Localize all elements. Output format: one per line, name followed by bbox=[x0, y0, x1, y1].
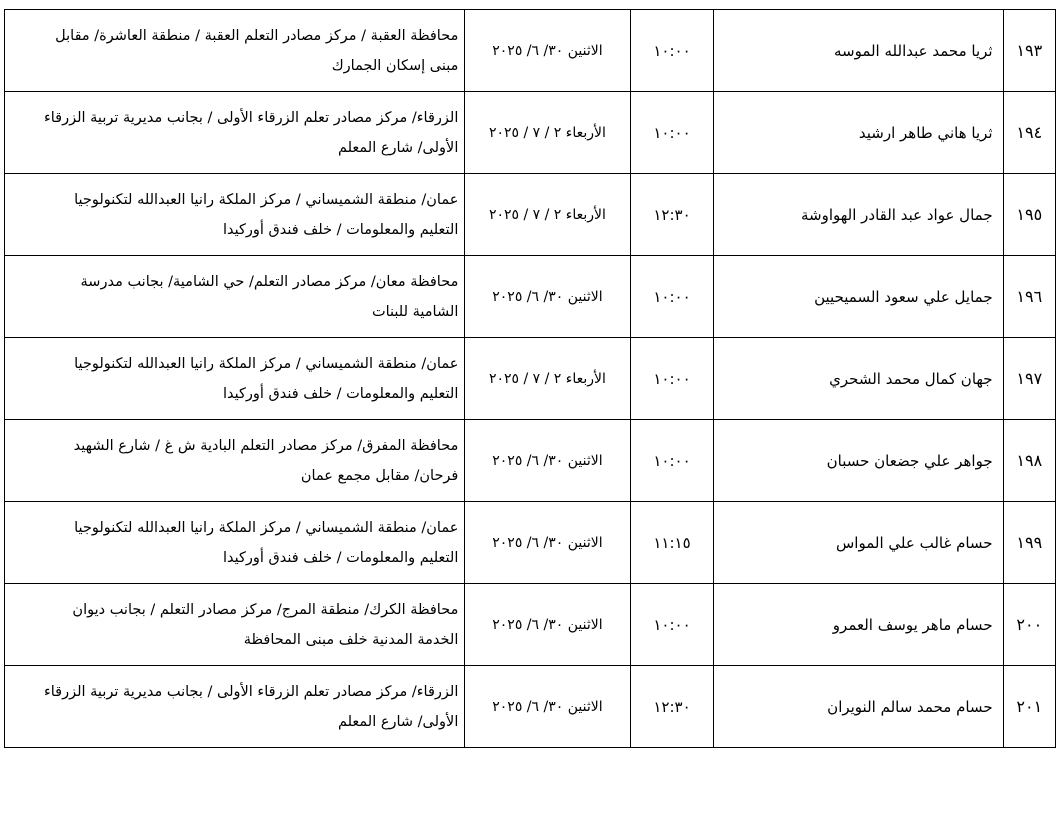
appointment-date: الاثنين ٣٠/ ٦/ ٢٠٢٥ bbox=[465, 584, 630, 666]
appointment-time: ١٠:٠٠ bbox=[630, 256, 714, 338]
location-line: الأولى/ شارع المعلم bbox=[337, 713, 459, 730]
location-line: الزرقاء/ مركز مصادر تعلم الزرقاء الأولى / بجانب مديرية تربية الزرقاء bbox=[43, 683, 459, 700]
location-line: فرحان/ مقابل مجمع عمان bbox=[300, 467, 459, 484]
row-number: ١٩٦ bbox=[1003, 256, 1055, 338]
table-row bbox=[5, 502, 1056, 584]
candidate-name: حسام محمد سالم النويران bbox=[714, 666, 1003, 748]
candidate-name: جمايل علي سعود السميحيين bbox=[714, 256, 1003, 338]
location-line: عمان/ منطقة الشميساني / مركز الملكة رانيا العبدالله لتكنولوجيا bbox=[74, 355, 459, 372]
location-line: محافظة المفرق/ مركز مصادر التعلم البادية ش غ / شارع الشهيد bbox=[73, 437, 459, 454]
location-line: محافظة العقبة / مركز مصادر التعلم العقبة / منطقة العاشرة/ مقابل bbox=[55, 27, 459, 44]
appointment-time: ١٢:٣٠ bbox=[630, 666, 714, 748]
candidate-name: ثريا هاني طاهر ارشيد bbox=[714, 92, 1003, 174]
location-line: مبنى إسكان الجمارك bbox=[331, 57, 459, 74]
exam-location bbox=[5, 10, 465, 92]
table-row bbox=[5, 420, 1056, 502]
row-number: ١٩٤ bbox=[1003, 92, 1055, 174]
exam-location bbox=[5, 502, 465, 584]
candidate-name: جواهر علي جضعان حسبان bbox=[714, 420, 1003, 502]
location-line: الأولى/ شارع المعلم bbox=[337, 139, 459, 156]
location-line: الخدمة المدنية خلف مبنى المحافظة bbox=[243, 631, 459, 648]
appointment-time: ١٠:٠٠ bbox=[630, 10, 714, 92]
candidate-name: جمال عواد عبد القادر الهواوشة bbox=[714, 174, 1003, 256]
schedule-body bbox=[5, 10, 1056, 748]
appointment-date: الأربعاء ٢ / ٧ / ٢٠٢٥ bbox=[465, 92, 630, 174]
table-row bbox=[5, 584, 1056, 666]
appointment-time: ١٠:٠٠ bbox=[630, 420, 714, 502]
exam-location bbox=[5, 420, 465, 502]
table-row bbox=[5, 256, 1056, 338]
schedule-table bbox=[4, 9, 1056, 748]
location-line: التعليم والمعلومات / خلف فندق أوركيدا bbox=[222, 549, 459, 566]
candidate-name: ثريا محمد عبدالله الموسه bbox=[714, 10, 1003, 92]
row-number: ١٩٥ bbox=[1003, 174, 1055, 256]
location-line: الشامية للبنات bbox=[371, 303, 459, 320]
appointment-date: الأربعاء ٢ / ٧ / ٢٠٢٥ bbox=[465, 338, 630, 420]
exam-location bbox=[5, 666, 465, 748]
row-number: ١٩٧ bbox=[1003, 338, 1055, 420]
table-row bbox=[5, 666, 1056, 748]
appointment-date: الاثنين ٣٠/ ٦/ ٢٠٢٥ bbox=[465, 502, 630, 584]
row-number: ٢٠٠ bbox=[1003, 584, 1055, 666]
candidate-name: حسام غالب علي المواس bbox=[714, 502, 1003, 584]
appointment-time: ١٠:٠٠ bbox=[630, 338, 714, 420]
exam-location bbox=[5, 338, 465, 420]
appointment-date: الاثنين ٣٠/ ٦/ ٢٠٢٥ bbox=[465, 256, 630, 338]
appointment-date: الاثنين ٣٠/ ٦/ ٢٠٢٥ bbox=[465, 10, 630, 92]
schedule-sheet bbox=[4, 9, 1056, 748]
row-number: ٢٠١ bbox=[1003, 666, 1055, 748]
location-line: محافظة الكرك/ منطقة المرج/ مركز مصادر التعلم / بجانب ديوان bbox=[72, 601, 459, 618]
table-row bbox=[5, 10, 1056, 92]
appointment-time: ١٠:٠٠ bbox=[630, 584, 714, 666]
table-row bbox=[5, 174, 1056, 256]
appointment-date: الأربعاء ٢ / ٧ / ٢٠٢٥ bbox=[465, 174, 630, 256]
location-line: الزرقاء/ مركز مصادر تعلم الزرقاء الأولى / بجانب مديرية تربية الزرقاء bbox=[43, 109, 459, 126]
row-number: ١٩٣ bbox=[1003, 10, 1055, 92]
location-line: محافظة معان/ مركز مصادر التعلم/ حي الشامية/ بجانب مدرسة bbox=[80, 273, 459, 290]
exam-location bbox=[5, 174, 465, 256]
candidate-name: جهان كمال محمد الشحري bbox=[714, 338, 1003, 420]
location-line: التعليم والمعلومات / خلف فندق أوركيدا bbox=[222, 385, 459, 402]
candidate-name: حسام ماهر يوسف العمرو bbox=[714, 584, 1003, 666]
location-line: عمان/ منطقة الشميساني / مركز الملكة رانيا العبدالله لتكنولوجيا bbox=[74, 519, 459, 536]
exam-location bbox=[5, 256, 465, 338]
exam-location bbox=[5, 584, 465, 666]
appointment-date: الاثنين ٣٠/ ٦/ ٢٠٢٥ bbox=[465, 420, 630, 502]
appointment-time: ١١:١٥ bbox=[630, 502, 714, 584]
appointment-time: ١٢:٣٠ bbox=[630, 174, 714, 256]
appointment-date: الاثنين ٣٠/ ٦/ ٢٠٢٥ bbox=[465, 666, 630, 748]
location-line: التعليم والمعلومات / خلف فندق أوركيدا bbox=[222, 221, 459, 238]
location-line: عمان/ منطقة الشميساني / مركز الملكة رانيا العبدالله لتكنولوجيا bbox=[74, 191, 459, 208]
table-row bbox=[5, 92, 1056, 174]
row-number: ١٩٩ bbox=[1003, 502, 1055, 584]
appointment-time: ١٠:٠٠ bbox=[630, 92, 714, 174]
table-row bbox=[5, 338, 1056, 420]
row-number: ١٩٨ bbox=[1003, 420, 1055, 502]
exam-location bbox=[5, 92, 465, 174]
